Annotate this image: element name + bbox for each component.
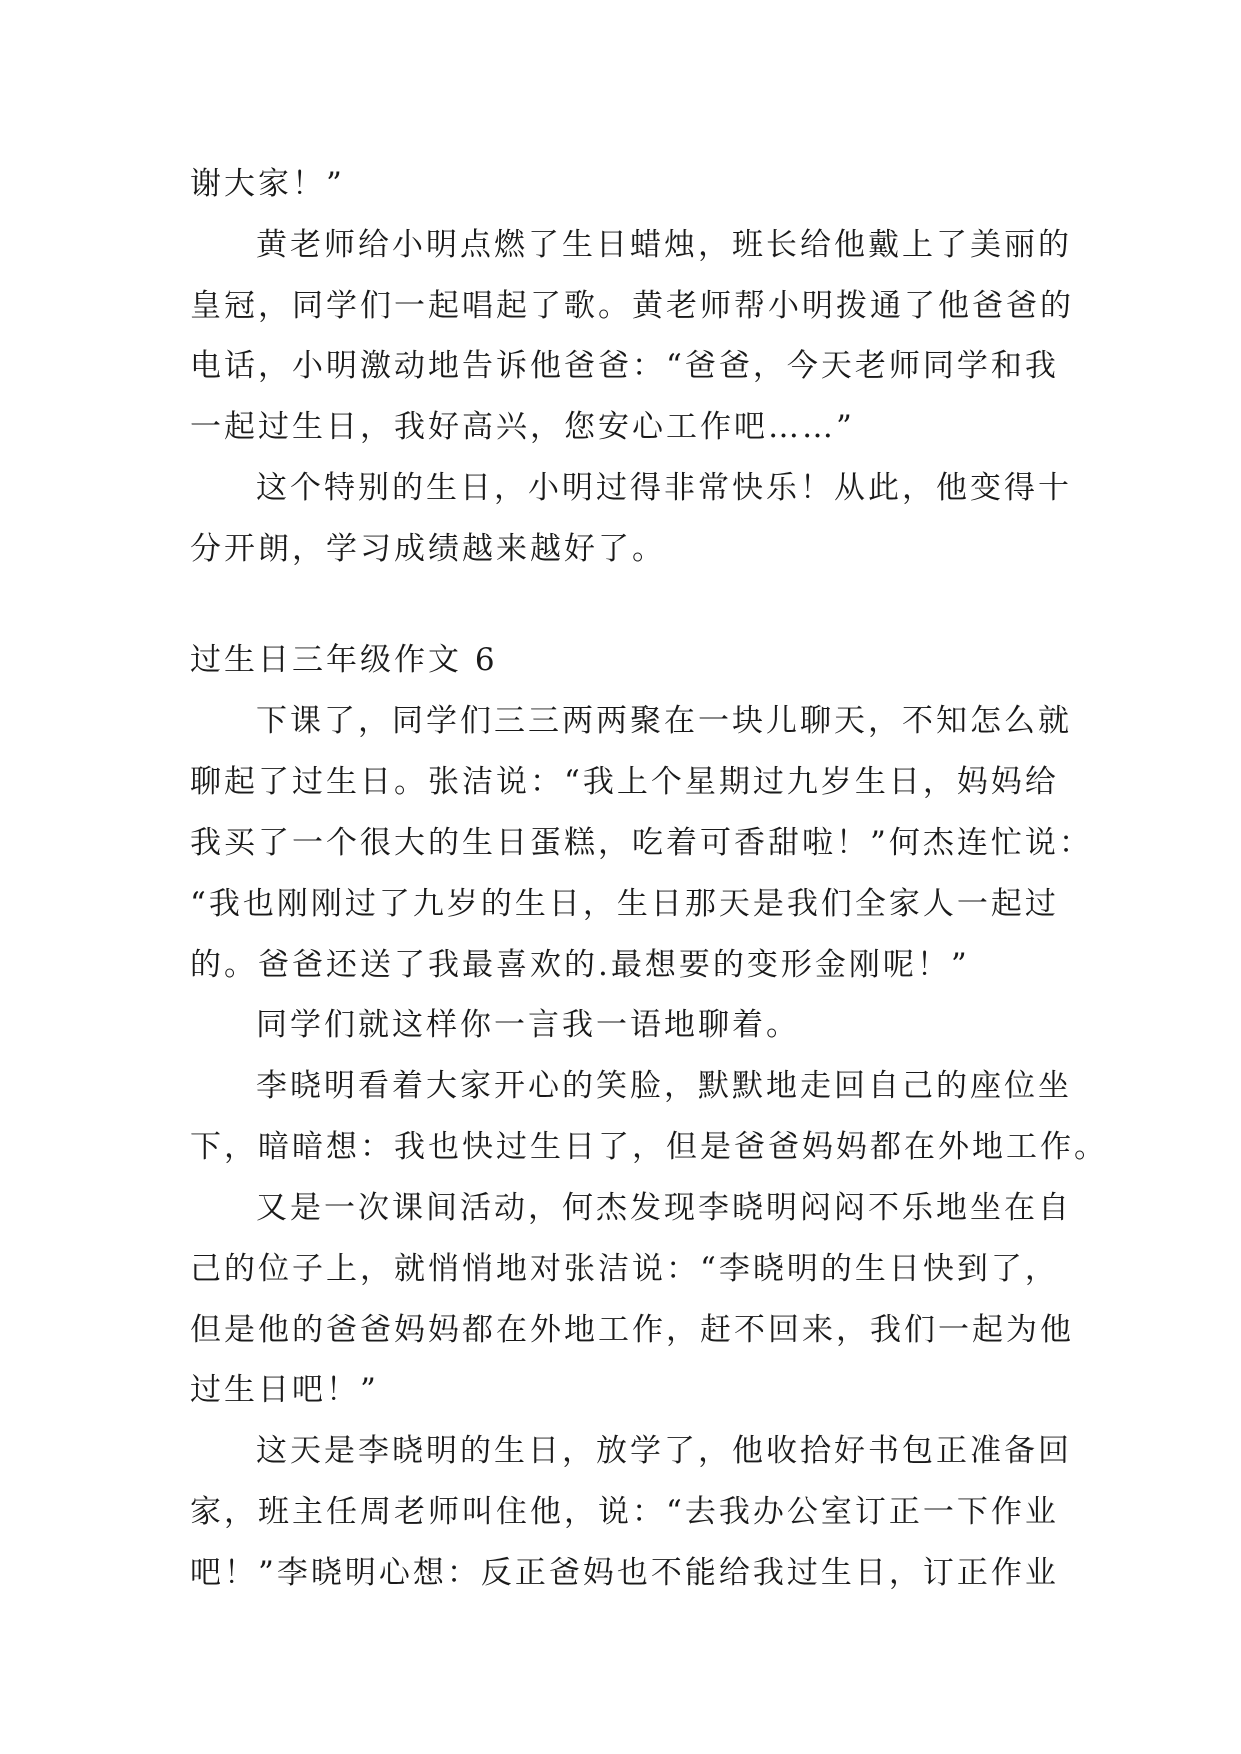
text-line: 一起过生日，我好高兴，您安心工作吧……” (190, 409, 855, 445)
text-line: 我买了一个很大的生日蛋糕，吃着可香甜啦！”何杰连忙说： (190, 825, 1093, 861)
text-line: 的。爸爸还送了我最喜欢的.最想要的变形金刚呢！” (190, 947, 970, 983)
text-line: 电话，小明激动地告诉他爸爸：“爸爸，今天老师同学和我 (190, 348, 1059, 384)
text-line: 这个特别的生日，小明过得非常快乐！从此，他变得十 (256, 470, 1072, 506)
text-line: 过生日吧！” (190, 1372, 379, 1408)
text-line: “我也刚刚过了九岁的生日，生日那天是我们全家人一起过 (190, 886, 1059, 922)
text-line: 聊起了过生日。张洁说：“我上个星期过九岁生日，妈妈给 (190, 764, 1059, 800)
text-line: 李晓明看着大家开心的笑脸，默默地走回自己的座位坐 (256, 1068, 1072, 1104)
text-line: 但是他的爸爸妈妈都在外地工作，赶不回来，我们一起为他 (190, 1312, 1074, 1348)
text-line: 黄老师给小明点燃了生日蜡烛，班长给他戴上了美丽的 (256, 227, 1072, 263)
text-line: 又是一次课间活动，何杰发现李晓明闷闷不乐地坐在自 (256, 1190, 1072, 1226)
text-line: 同学们就这样你一言我一语地聊着。 (256, 1007, 800, 1043)
text-line: 己的位子上，就悄悄地对张洁说：“李晓明的生日快到了， (190, 1251, 1059, 1287)
text-line: 下课了，同学们三三两两聚在一块儿聊天，不知怎么就 (256, 703, 1072, 739)
text-line: 家，班主任周老师叫住他，说：“去我办公室订正一下作业 (190, 1494, 1059, 1530)
text-line: 皇冠，同学们一起唱起了歌。黄老师帮小明拨通了他爸爸的 (190, 288, 1074, 324)
text-line: 下，暗暗想：我也快过生日了，但是爸爸妈妈都在外地工作。 (190, 1129, 1108, 1165)
text-line: 吧！”李晓明心想：反正爸妈也不能给我过生日，订正作业 (190, 1555, 1059, 1591)
text-line: 这天是李晓明的生日，放学了，他收拾好书包正准备回 (256, 1433, 1072, 1469)
section-title: 过生日三年级作文 6 (190, 642, 498, 678)
text-line: 谢大家！” (190, 166, 345, 202)
text-line: 分开朗，学习成绩越来越好了。 (190, 531, 666, 567)
